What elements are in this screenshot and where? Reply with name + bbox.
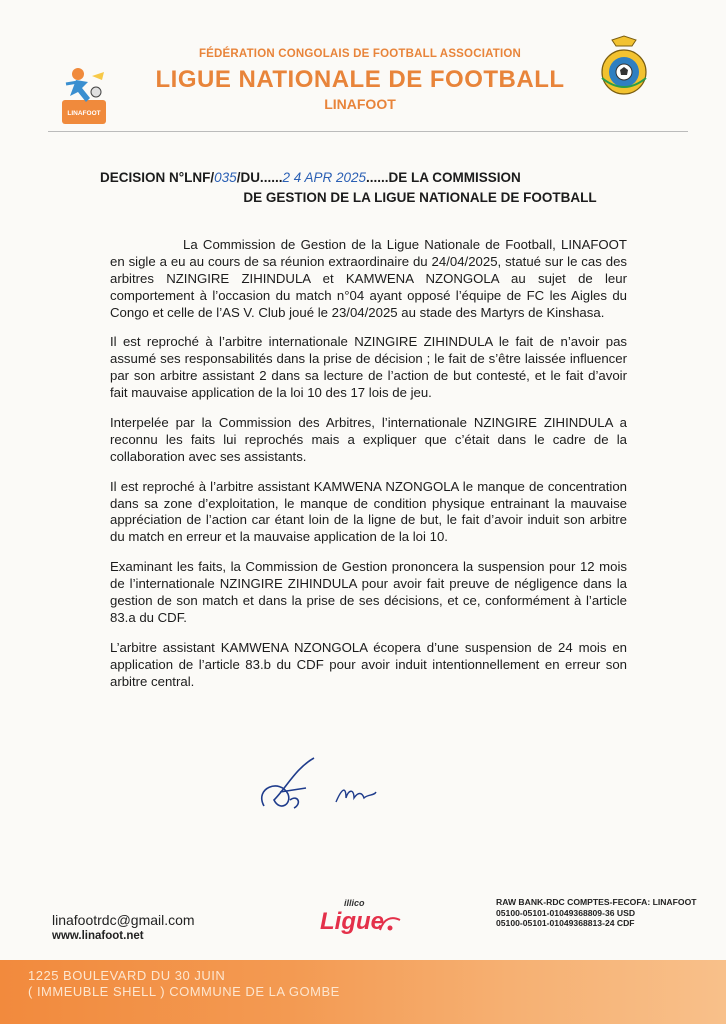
sponsor-small-text: illico [344,898,365,908]
paragraph-6: L’arbitre assistant KAMWENA NZONGOLA écopera d’une suspension de 24 mois en application de l’article 83.b du CDF pour avoir induit intentionnellement en erreur son arbitre central. [110,639,627,689]
handwritten-signatures [250,748,390,828]
paragraph-4: Il est reproché à l’arbitre assistant KAMWENA NZONGOLA le manque de concentration dans sa zone d’exploitation, le manque de condition physique entrainant la mauvaise appréciation de l’action car étant loin de la ligne de but, le fait d’avoir induit son arbitre du match en erreur et la mauvaise application de la loi 10. [110,478,627,545]
decision-subtitle-text: DE GESTION DE LA LIGUE NATIONALE DE FOOTBALL [243,190,597,205]
paragraph-1: La Commission de Gestion de la Ligue Nationale de Football, LINAFOOT en sigle a eu au cours de sa réunion extraordinaire du 24/04/2025, statué sur le cas des arbitres NZINGIRE ZIHINDULA et KAMWENA NZONGOLA au sujet de leur comportement à l’occasion du match n°04 ayant opposé l’équipe de FC les Aigles du Congo et celle de l’AS V. Club joué le 23/04/2025 au stade des Martyrs de Kinshasa. [110,237,627,320]
address [28,968,340,1001]
contact-email: linafootrdc@gmail.com [52,912,195,928]
address-line-2: ( IMMEUBLE SHELL ) COMMUNE DE LA GOMBE [28,984,340,1000]
decision-body [110,237,627,703]
bank-account-cdf: 05100-05101-01049368813-24 CDF [496,918,635,929]
linafoot-player-logo [56,62,112,128]
decision-number: 035 [214,170,237,185]
sponsor-big-text: Ligue [320,908,384,935]
decision-date-stamp: 2 4 APR 2025 [282,170,367,185]
header-divider [48,131,688,132]
league-name: LIGUE NATIONALE DE FOOTBALL [155,66,565,93]
decision-subtitle [100,190,640,205]
decision-title [100,170,640,185]
address-line-1: 1225 BOULEVARD DU 30 JUIN [28,968,226,983]
bank-account-usd: 05100-05101-01049368809-36 USD [496,907,636,918]
paragraph-5: Examinant les faits, la Commission de Gestion prononcera la suspension pour 12 mois de l’internationale NZINGIRE ZIHINDULA pour avoir fait preuve de négligence dans la gestion de son match et dans la prise de ses décisions, et ce, conformément à l’article 83.a du CDF. [110,559,627,625]
paragraph-3: Interpelée par la Commission des Arbitres, l’internationale NZINGIRE ZIHINDULA a reconnu les faits lui reprochés mais a expliquer que c’était dans le cadre de la collaboration avec ses assistants. [110,415,627,464]
federation-name: FÉDÉRATION CONGOLAIS DE FOOTBALL ASSOCIATION [198,48,522,60]
paragraph-2: Il est reproché à l’arbitre internationale NZINGIRE ZIHINDULA le fait de n’avoir pas assumé ses responsabilités dans la prise de décision ; le fait de s’être laissée influencer par son arbitre assistant 2 dans sa lecture de l’action de but contesté, et le fait d’avoir fait mauvaise application de la loi 10 des 17 lois de jeu. [110,334,627,401]
decision-suffix: ......DE LA COMMISSION [366,170,521,185]
sponsor-mark-icon [378,914,402,934]
decision-mid: /DU...... [236,170,283,185]
website: www.linafoot.net [52,930,144,942]
left-logo-text: LINAFOOT [67,110,101,117]
sponsor-logo [318,898,408,946]
bank-title: RAW BANK-RDC COMPTES-FECOFA: LINAFOOT [496,897,697,907]
bank-account-info [496,897,706,929]
league-acronym: LINAFOOT [324,96,396,112]
decision-prefix: DECISION N°LNF/ [100,170,215,185]
fecofa-crest-logo [592,34,656,98]
